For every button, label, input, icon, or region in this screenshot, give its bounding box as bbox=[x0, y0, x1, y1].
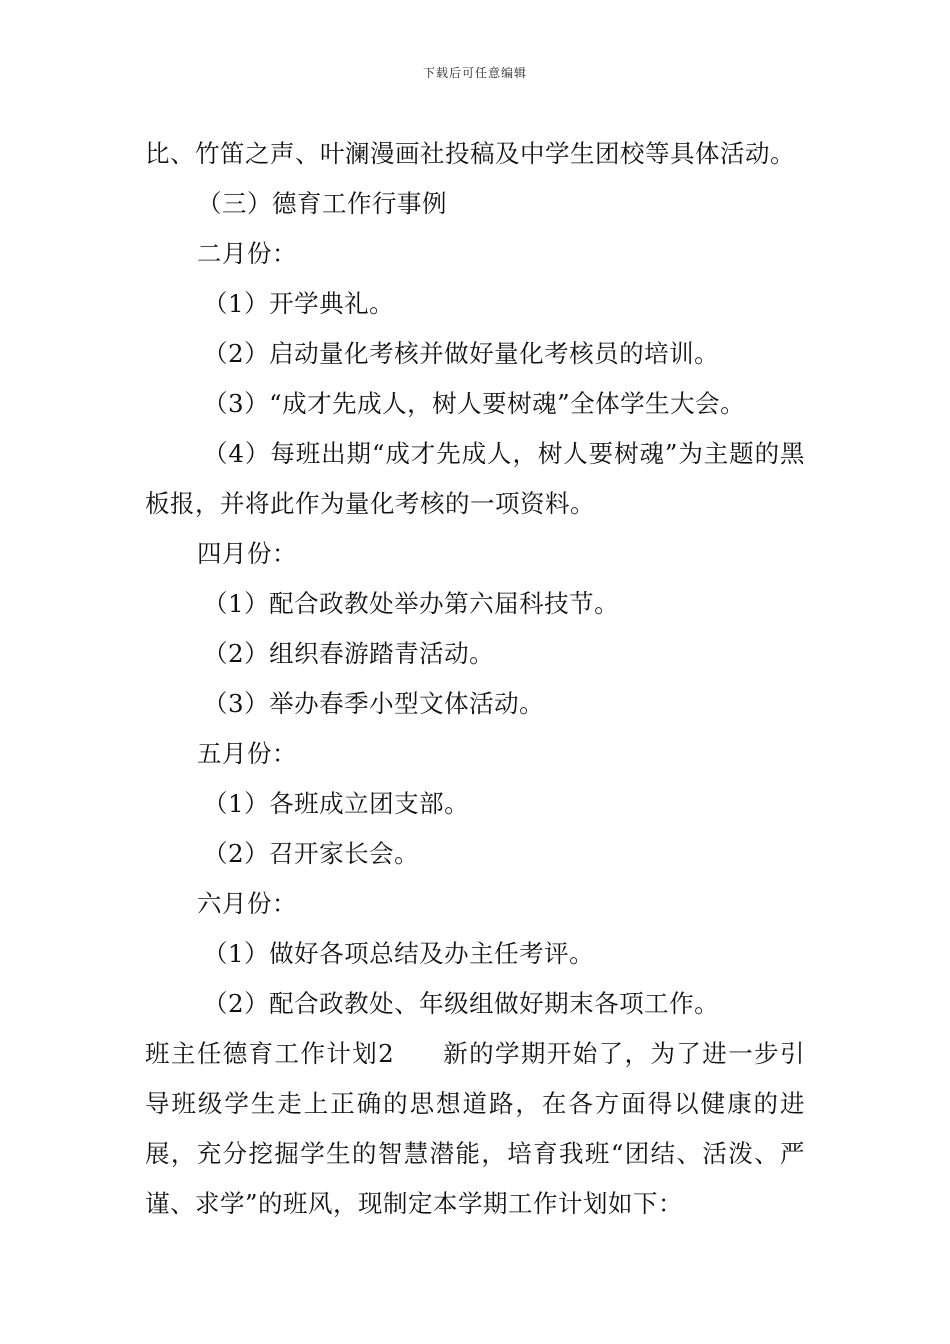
list-item: （3）举办春季小型文体活动。 bbox=[203, 689, 545, 718]
list-item: （2）组织春游踏青活动。 bbox=[203, 639, 495, 668]
list-item: （4）每班出期“成才先成人，树人要树魂”为主题的黑板报，并将此作为量化考核的一项资料。 bbox=[145, 439, 805, 518]
list-item: （2）召开家长会。 bbox=[203, 839, 420, 868]
paragraph-line: 比、竹笛之声、叶澜漫画社投稿及中学生团校等具体活动。 bbox=[145, 139, 795, 168]
month-heading-jun: 六月份： bbox=[197, 889, 297, 918]
month-heading-feb: 二月份： bbox=[197, 239, 297, 268]
document-body bbox=[145, 129, 805, 1229]
plan2-body: 新的学期开始了，为了进一步引导班级学生走上正确的思想道路，在各方面得以健康的进展，充分挖掘学生的智慧潜能，培育我班“团结、活泼、严谨、求学”的班风，现制定本学期工作计划如下： bbox=[145, 1039, 806, 1218]
list-item: （1）配合政教处举办第六届科技节。 bbox=[203, 589, 620, 618]
month-heading-may: 五月份： bbox=[197, 739, 297, 768]
list-item: （1）开学典礼。 bbox=[203, 289, 395, 318]
list-item: （2）启动量化考核并做好量化考核员的培训。 bbox=[203, 339, 720, 368]
section-heading: （三）德育工作行事例 bbox=[197, 189, 447, 218]
plan2-paragraph bbox=[145, 1029, 805, 1229]
list-item: （1）做好各项总结及办主任考评。 bbox=[203, 939, 595, 968]
list-item: （1）各班成立团支部。 bbox=[203, 789, 470, 818]
page-header-note: 下载后可任意编辑 bbox=[422, 66, 527, 80]
list-item: （3）“成才先成人，树人要树魂”全体学生大会。 bbox=[203, 389, 746, 418]
month-heading-apr: 四月份： bbox=[197, 539, 297, 568]
list-item: （2）配合政教处、年级组做好期末各项工作。 bbox=[203, 989, 720, 1018]
plan2-title: 班主任德育工作计划2 bbox=[145, 1039, 395, 1068]
